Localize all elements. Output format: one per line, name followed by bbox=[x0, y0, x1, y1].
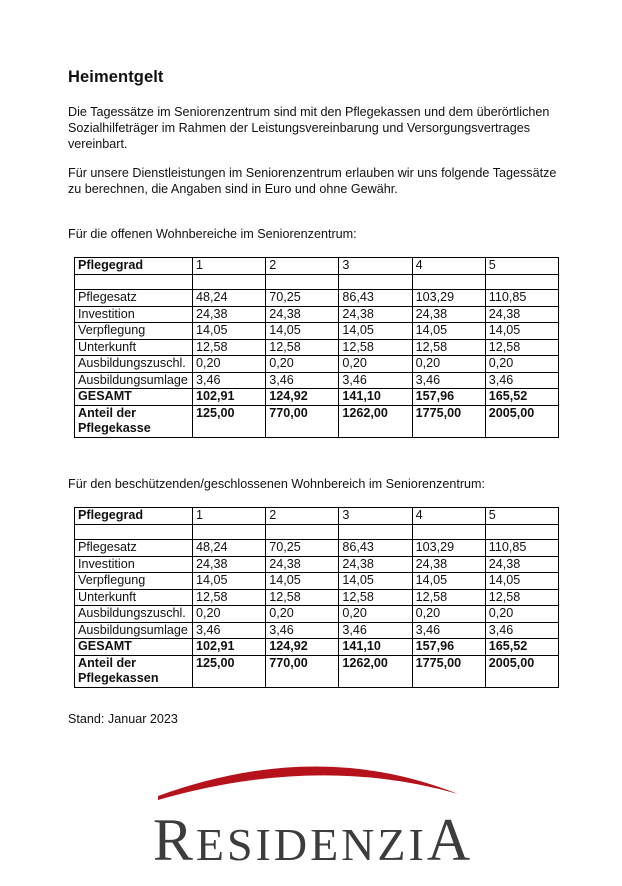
row-label-cell: GESAMT bbox=[75, 639, 193, 656]
value-cell: 103,29 bbox=[412, 290, 485, 307]
total-row bbox=[75, 639, 559, 656]
value-cell: 0,20 bbox=[412, 606, 485, 623]
value-cell: 3,46 bbox=[485, 372, 558, 389]
page-title: Heimentgelt bbox=[68, 68, 164, 86]
header-cell-grade: 5 bbox=[485, 508, 558, 525]
value-cell: 12,58 bbox=[266, 589, 339, 606]
empty-cell bbox=[412, 275, 485, 290]
table-row bbox=[75, 622, 559, 639]
value-cell: 0,20 bbox=[266, 356, 339, 373]
value-cell: 14,05 bbox=[193, 573, 266, 590]
row-label-cell: Investition bbox=[75, 306, 193, 323]
empty-cell bbox=[339, 525, 412, 540]
value-cell: 48,24 bbox=[193, 540, 266, 557]
value-cell: 110,85 bbox=[485, 540, 558, 557]
row-label-cell: Verpflegung bbox=[75, 573, 193, 590]
empty-cell bbox=[266, 275, 339, 290]
table-row bbox=[75, 372, 559, 389]
value-cell: 1262,00 bbox=[339, 405, 412, 437]
row-label-cell: Anteil der Pflegekassen bbox=[75, 655, 193, 687]
value-cell: 3,46 bbox=[193, 622, 266, 639]
value-cell: 0,20 bbox=[485, 606, 558, 623]
value-cell: 3,46 bbox=[339, 622, 412, 639]
header-cell-grade: 2 bbox=[266, 508, 339, 525]
table-caption-open-areas: Für die offenen Wohnbereiche im Seniorenzentrum: bbox=[68, 227, 357, 241]
value-cell: 141,10 bbox=[339, 389, 412, 406]
value-cell: 12,58 bbox=[412, 589, 485, 606]
value-cell: 12,58 bbox=[339, 339, 412, 356]
value-cell: 110,85 bbox=[485, 290, 558, 307]
value-cell: 12,58 bbox=[485, 339, 558, 356]
value-cell: 70,25 bbox=[266, 290, 339, 307]
value-cell: 86,43 bbox=[339, 540, 412, 557]
value-cell: 24,38 bbox=[266, 306, 339, 323]
table-row bbox=[75, 556, 559, 573]
spacer-row bbox=[75, 275, 559, 290]
empty-cell bbox=[412, 525, 485, 540]
value-cell: 24,38 bbox=[339, 306, 412, 323]
spacer-row bbox=[75, 525, 559, 540]
value-cell: 14,05 bbox=[193, 323, 266, 340]
value-cell: 0,20 bbox=[193, 356, 266, 373]
row-label-cell: GESAMT bbox=[75, 389, 193, 406]
value-cell: 24,38 bbox=[485, 306, 558, 323]
header-cell-grade: 1 bbox=[193, 258, 266, 275]
value-cell: 3,46 bbox=[485, 622, 558, 639]
value-cell: 0,20 bbox=[339, 606, 412, 623]
row-label-cell: Unterkunft bbox=[75, 339, 193, 356]
table-row bbox=[75, 306, 559, 323]
value-cell: 124,92 bbox=[266, 639, 339, 656]
table-row bbox=[75, 290, 559, 307]
value-cell: 12,58 bbox=[193, 339, 266, 356]
value-cell: 102,91 bbox=[193, 389, 266, 406]
empty-cell bbox=[193, 275, 266, 290]
value-cell: 0,20 bbox=[339, 356, 412, 373]
value-cell: 125,00 bbox=[193, 655, 266, 687]
row-label-cell: Unterkunft bbox=[75, 589, 193, 606]
value-cell: 14,05 bbox=[485, 323, 558, 340]
value-cell: 24,38 bbox=[412, 306, 485, 323]
value-cell: 157,96 bbox=[412, 389, 485, 406]
value-cell: 3,46 bbox=[339, 372, 412, 389]
value-cell: 1775,00 bbox=[412, 655, 485, 687]
header-cell-label: Pflegegrad bbox=[75, 258, 193, 275]
row-label-cell: Ausbildungszuschl. bbox=[75, 356, 193, 373]
value-cell: 770,00 bbox=[266, 405, 339, 437]
table-row bbox=[75, 540, 559, 557]
value-cell: 14,05 bbox=[266, 573, 339, 590]
value-cell: 3,46 bbox=[193, 372, 266, 389]
value-cell: 165,52 bbox=[485, 639, 558, 656]
row-label-cell: Anteil der Pflegekasse bbox=[75, 405, 193, 437]
value-cell: 3,46 bbox=[412, 372, 485, 389]
header-cell-grade: 3 bbox=[339, 508, 412, 525]
value-cell: 14,05 bbox=[266, 323, 339, 340]
value-cell: 14,05 bbox=[412, 573, 485, 590]
header-cell-grade: 5 bbox=[485, 258, 558, 275]
value-cell: 102,91 bbox=[193, 639, 266, 656]
value-cell: 0,20 bbox=[266, 606, 339, 623]
value-cell: 24,38 bbox=[266, 556, 339, 573]
fee-table-closed-area bbox=[74, 507, 559, 688]
row-label-cell: Ausbildungsumlage bbox=[75, 622, 193, 639]
header-cell-label: Pflegegrad bbox=[75, 508, 193, 525]
value-cell: 12,58 bbox=[193, 589, 266, 606]
value-cell: 141,10 bbox=[339, 639, 412, 656]
intro-paragraph: Die Tagessätze im Seniorenzentrum sind mit den Pflegekassen und dem überörtlichen Sozialhilfeträger im Rahmen der Leistungsvereinbarung und Versorgungsvertrages vereinbart. bbox=[68, 105, 550, 151]
empty-cell bbox=[266, 525, 339, 540]
value-cell: 124,92 bbox=[266, 389, 339, 406]
table-row bbox=[75, 356, 559, 373]
table-caption-closed-area: Für den beschützenden/geschlossenen Wohnbereich im Seniorenzentrum: bbox=[68, 477, 486, 491]
value-cell: 1775,00 bbox=[412, 405, 485, 437]
value-cell: 125,00 bbox=[193, 405, 266, 437]
table-row bbox=[75, 589, 559, 606]
total-row bbox=[75, 389, 559, 406]
value-cell: 86,43 bbox=[339, 290, 412, 307]
value-cell: 48,24 bbox=[193, 290, 266, 307]
empty-cell bbox=[193, 525, 266, 540]
value-cell: 2005,00 bbox=[485, 405, 558, 437]
logo-arc bbox=[158, 766, 458, 800]
value-cell: 24,38 bbox=[339, 556, 412, 573]
table-row bbox=[75, 606, 559, 623]
row-label-cell: Ausbildungszuschl. bbox=[75, 606, 193, 623]
pricing-paragraph: Für unsere Dienstleistungen im Seniorenzentrum erlauben wir uns folgende Tagessätze zu berechnen, die Angaben sind in Euro und ohne Gewähr. bbox=[68, 166, 557, 196]
empty-cell bbox=[75, 275, 193, 290]
table-row bbox=[75, 339, 559, 356]
row-label-cell: Ausbildungsumlage bbox=[75, 372, 193, 389]
empty-cell bbox=[75, 525, 193, 540]
value-cell: 3,46 bbox=[412, 622, 485, 639]
value-cell: 157,96 bbox=[412, 639, 485, 656]
header-cell-grade: 2 bbox=[266, 258, 339, 275]
empty-cell bbox=[339, 275, 412, 290]
value-cell: 24,38 bbox=[412, 556, 485, 573]
value-cell: 0,20 bbox=[485, 356, 558, 373]
value-cell: 0,20 bbox=[193, 606, 266, 623]
value-cell: 770,00 bbox=[266, 655, 339, 687]
row-label-cell: Pflegesatz bbox=[75, 290, 193, 307]
value-cell: 165,52 bbox=[485, 389, 558, 406]
value-cell: 14,05 bbox=[339, 573, 412, 590]
residenzia-logo bbox=[118, 748, 508, 876]
value-cell: 14,05 bbox=[339, 323, 412, 340]
value-cell: 3,46 bbox=[266, 372, 339, 389]
value-cell: 3,46 bbox=[266, 622, 339, 639]
value-cell: 14,05 bbox=[485, 573, 558, 590]
value-cell: 24,38 bbox=[193, 556, 266, 573]
fee-table-open-areas bbox=[74, 257, 559, 438]
value-cell: 14,05 bbox=[412, 323, 485, 340]
row-label-cell: Pflegesatz bbox=[75, 540, 193, 557]
value-cell: 24,38 bbox=[485, 556, 558, 573]
table-header-row bbox=[75, 258, 559, 275]
value-cell: 70,25 bbox=[266, 540, 339, 557]
table-row bbox=[75, 573, 559, 590]
header-cell-grade: 3 bbox=[339, 258, 412, 275]
insurance-share-row bbox=[75, 655, 559, 687]
empty-cell bbox=[485, 275, 558, 290]
table-row bbox=[75, 323, 559, 340]
header-cell-grade: 4 bbox=[412, 258, 485, 275]
header-cell-grade: 4 bbox=[412, 508, 485, 525]
value-cell: 12,58 bbox=[266, 339, 339, 356]
header-cell-grade: 1 bbox=[193, 508, 266, 525]
value-cell: 2005,00 bbox=[485, 655, 558, 687]
table-header-row bbox=[75, 508, 559, 525]
value-cell: 12,58 bbox=[339, 589, 412, 606]
row-label-cell: Verpflegung bbox=[75, 323, 193, 340]
logo-wordmark: RESIDENZIA bbox=[152, 807, 474, 873]
row-label-cell: Investition bbox=[75, 556, 193, 573]
value-cell: 1262,00 bbox=[339, 655, 412, 687]
value-cell: 12,58 bbox=[412, 339, 485, 356]
value-cell: 0,20 bbox=[412, 356, 485, 373]
value-cell: 103,29 bbox=[412, 540, 485, 557]
empty-cell bbox=[485, 525, 558, 540]
insurance-share-row bbox=[75, 405, 559, 437]
value-cell: 24,38 bbox=[193, 306, 266, 323]
value-cell: 12,58 bbox=[485, 589, 558, 606]
date-note: Stand: Januar 2023 bbox=[68, 712, 178, 726]
